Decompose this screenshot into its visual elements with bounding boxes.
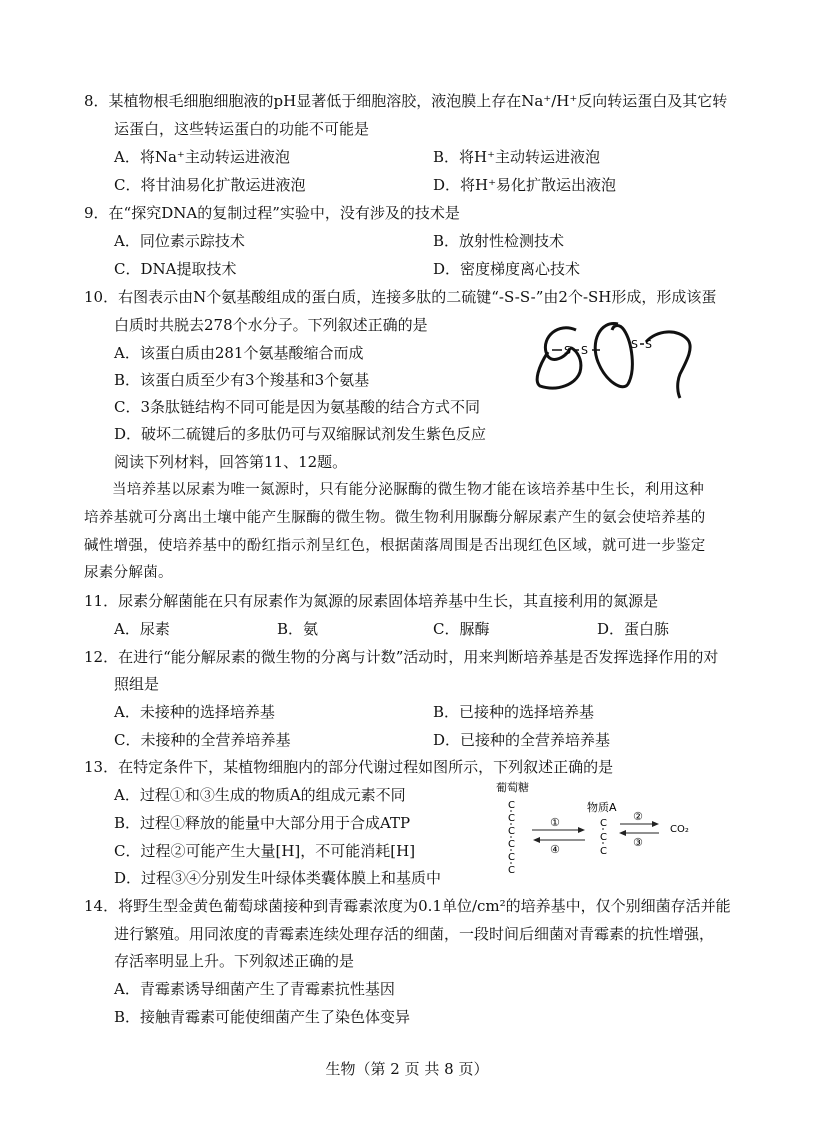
step-1-label: ① [550,816,560,829]
co2-label: CO₂ [670,824,689,835]
q10-stem-line1: 10．右图表示由N个氨基酸组成的蛋白质，连接多肽的二硫键“-S-S-”由2个-SH形成，形成该蛋 [84,288,717,306]
glucose-label: 葡萄糖 [496,781,529,794]
q10-stem-line2: 白质时共脱去278个水分子。下列叙述正确的是 [114,316,428,334]
metabolism-pathway-figure [490,780,710,885]
q14-stem-line2: 进行繁殖。用同浓度的青霉素连续处理存活的细菌，一段时间后细菌对青霉素的抗性增强， [114,925,715,943]
reading-intro: 阅读下列材料，回答第11、12题。 [114,453,348,471]
glucose-carbon: C [508,839,515,850]
q11-option-c: C．脲酶 [433,620,490,638]
sulfur-label-3: S [631,338,638,351]
glucose-carbon: C [508,813,515,824]
q12-option-b: B．已接种的选择培养基 [433,703,595,721]
q11-option-d: D．蛋白胨 [597,620,670,638]
q9-option-c: C．DNA提取技术 [114,260,237,278]
q10-option-c: C．3条肽链结构不同可能是因为氨基酸的结合方式不同 [114,398,481,416]
q8-stem-line2: 运蛋白，这些转运蛋白的功能不可能是 [114,120,370,138]
q13-stem: 13．在特定条件下，某植物细胞内的部分代谢过程如图所示，下列叙述正确的是 [84,758,614,776]
q13-option-c: C．过程②可能产生大量[H]，不可能消耗[H] [114,842,416,860]
passage-line4: 尿素分解菌。 [84,565,173,581]
substance-a-carbon-chain [600,818,607,857]
passage-line2: 培养基就可分离出土壤中能产生脲酶的微生物。微生物利用脲酶分解尿素产生的氨会使培养基的 [84,510,706,526]
q9-stem: 9．在“探究DNA的复制过程”实验中，没有涉及的技术是 [84,204,460,222]
substance-a-carbon: C [600,818,607,829]
q14-stem-line1: 14．将野生型金黄色葡萄球菌接种到青霉素浓度为0.1单位/cm²的培养基中，仅个别细菌存活并能 [84,897,731,915]
q11-option-b: B．氨 [277,620,319,638]
step-2-label: ② [633,810,643,823]
q8-option-b: B．将H⁺主动转运进液泡 [433,148,601,166]
q11-option-a: A．尿素 [114,620,170,638]
passage-line1: 当培养基以尿素为唯一氮源时，只有能分泌脲酶的微生物才能在该培养基中生长，利用这种 [112,482,704,498]
q12-option-d: D．已接种的全营养培养基 [433,731,611,749]
substance-a-label: 物质A [587,801,617,814]
q9-option-d: D．密度梯度离心技术 [433,260,581,278]
protein-disulfide-figure [528,312,703,402]
q10-option-a: A．该蛋白质由281个氨基酸缩合而成 [114,344,364,362]
q8-option-c: C．将甘油易化扩散运进液泡 [114,176,306,194]
q9-option-a: A．同位素示踪技术 [114,232,245,250]
q12-option-a: A．未接种的选择培养基 [114,703,275,721]
q12-stem-line1: 12．在进行“能分解尿素的微生物的分离与计数”活动时，用来判断培养基是否发挥选择作用的对 [84,648,719,666]
sulfur-label-1: S [564,344,571,357]
q13-option-b: B．过程①释放的能量中大部分用于合成ATP [114,814,411,832]
step-3-label: ③ [633,836,643,849]
glucose-carbon-chain [508,800,515,876]
q10-option-d: D．破坏二硫键后的多肽仍可与双缩脲试剂发生紫色反应 [114,425,487,443]
q12-stem-line2: 照组是 [114,675,160,693]
q8-option-a: A．将Na⁺主动转运进液泡 [114,148,290,166]
glucose-carbon: C [508,826,515,837]
q8-stem-line1: 8．某植物根毛细胞细胞液的pH显著低于细胞溶胶，液泡膜上存在Na⁺/H⁺反向转运蛋白及其它转 [84,92,728,110]
q10-option-b: B．该蛋白质至少有3个羧基和3个氨基 [114,371,370,389]
glucose-carbon: C [508,865,515,876]
q12-option-c: C．未接种的全营养培养基 [114,731,291,749]
substance-a-carbon: C [600,832,607,843]
sulfur-label-4: S [645,338,652,351]
page-footer: 生物（第 2 页 共 8 页） [325,1060,489,1078]
q14-option-b: B．接触青霉素可能使细菌产生了染色体变异 [114,1008,411,1026]
q8-option-d: D．将H⁺易化扩散运出液泡 [433,176,617,194]
step-4-label: ④ [550,843,560,856]
passage-line3: 碱性增强，使培养基中的酚红指示剂呈红色，根据菌落周围是否出现红色区域，就可进一步鉴定 [84,538,706,554]
q11-stem: 11．尿素分解菌能在只有尿素作为氮源的尿素固体培养基中生长，其直接利用的氮源是 [84,592,659,610]
sulfur-label-2: S [581,344,588,357]
glucose-carbon: C [508,852,515,863]
q13-option-d: D．过程③④分别发生叶绿体类囊体膜上和基质中 [114,869,442,887]
q13-option-a: A．过程①和③生成的物质A的组成元素不同 [114,786,406,804]
q9-option-b: B．放射性检测技术 [433,232,565,250]
q14-stem-line3: 存活率明显上升。下列叙述正确的是 [114,952,355,970]
glucose-carbon: C [508,800,515,811]
q14-option-a: A．青霉素诱导细菌产生了青霉素抗性基因 [114,980,395,998]
substance-a-carbon: C [600,846,607,857]
